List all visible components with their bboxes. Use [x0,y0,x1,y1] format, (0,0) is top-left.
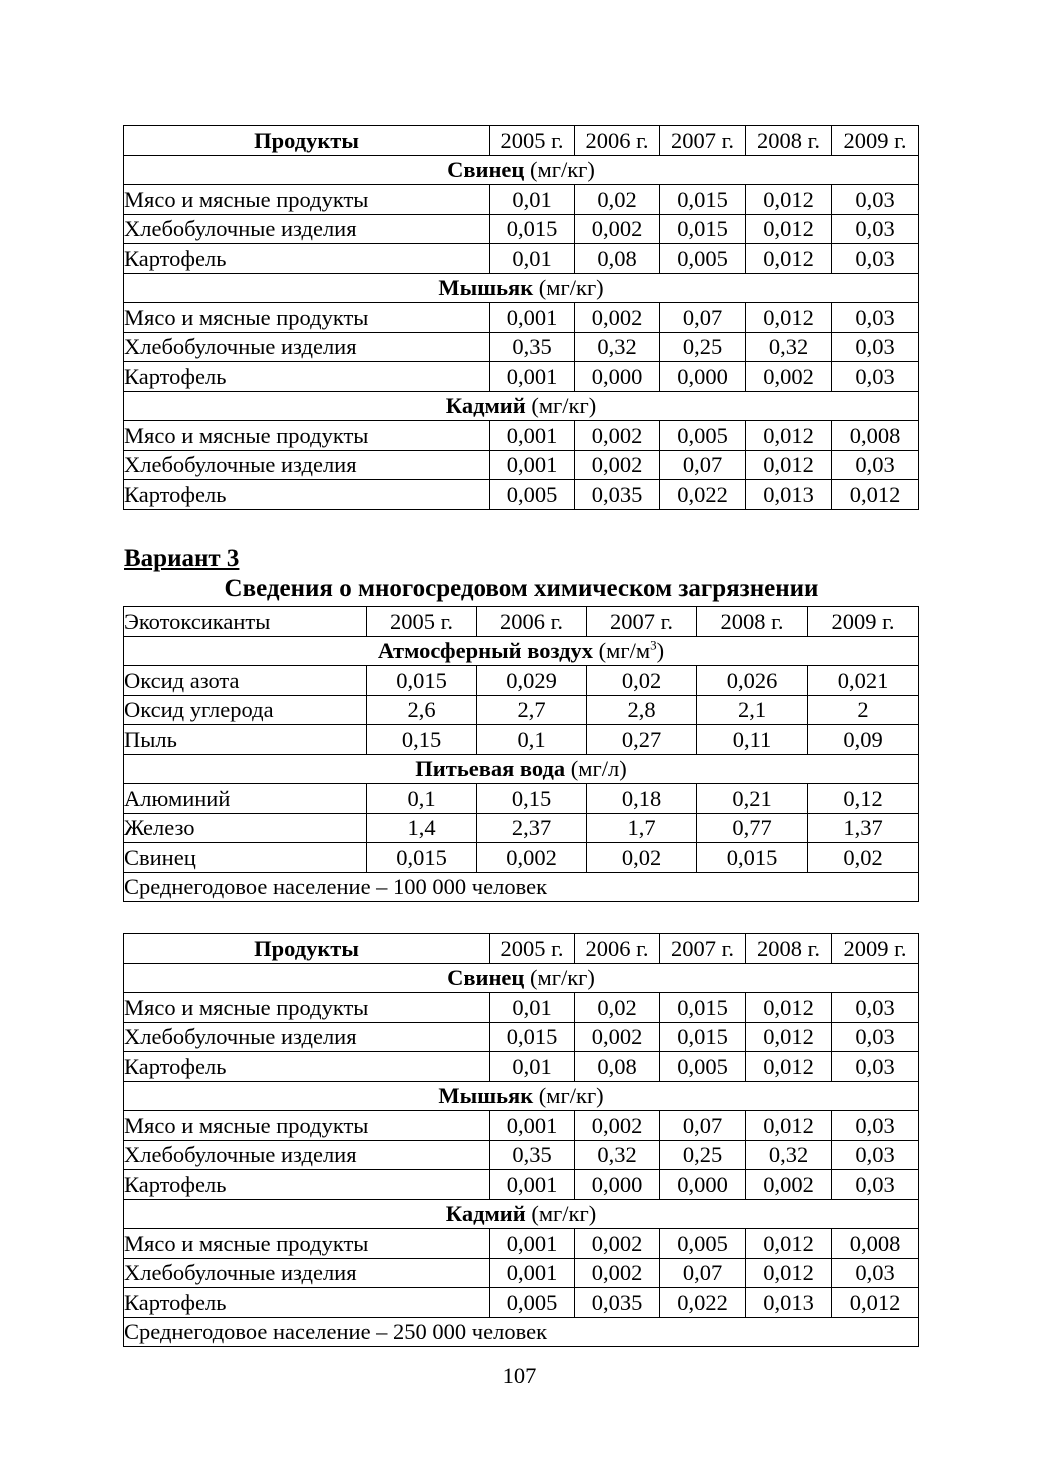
section-title [124,1081,919,1111]
table-row [124,244,919,274]
cell-value: 0,012 [746,244,832,274]
cell-value: 0,012 [832,1288,919,1318]
section-title [124,963,919,993]
cell-value: 0,01 [490,244,575,274]
row-label: Мясо и мясные продукты [124,185,490,215]
table-row [124,303,919,333]
cell-value: 0,000 [660,1170,746,1200]
table-row [124,666,919,696]
row-label: Алюминий [124,784,367,814]
cell-value: 1,4 [367,813,477,843]
cell-value: 0,012 [746,450,832,480]
cell-value: 0,32 [575,332,660,362]
row-label: Мясо и мясные продукты [124,421,490,451]
cell-value: 0,002 [575,1022,660,1052]
cell-value: 0,03 [832,214,919,244]
cell-value: 2,8 [587,695,697,725]
section-unit: (мг/кг) [538,1083,604,1109]
cell-value: 0,012 [746,1052,832,1082]
cell-value: 0,015 [490,1022,575,1052]
cell-value: 0,002 [746,1170,832,1200]
section-title [124,391,919,421]
section-unit: (мг/кг) [531,393,597,419]
section-unit: (мг/кг) [538,275,604,301]
column-header: 2009 г. [832,934,919,964]
cell-value: 2,6 [367,695,477,725]
cell-value: 0,022 [660,1288,746,1318]
section-unit: (мг/кг) [531,1201,597,1227]
cell-value: 0,21 [697,784,808,814]
row-label: Мясо и мясные продукты [124,1229,490,1259]
cell-value: 0,01 [490,1052,575,1082]
cell-value: 0,013 [746,1288,832,1318]
cell-value: 0,012 [746,1258,832,1288]
table-row [124,1229,919,1259]
column-header: 2007 г. [660,126,746,156]
cell-value: 0,01 [490,185,575,215]
row-label: Оксид азота [124,666,367,696]
cell-value: 0,09 [808,725,919,755]
row-label: Хлебобулочные изделия [124,450,490,480]
cell-value: 0,015 [660,185,746,215]
cell-value: 0,002 [575,421,660,451]
cell-value: 2,37 [477,813,587,843]
table-row [124,421,919,451]
cell-value: 0,77 [697,813,808,843]
cell-value: 0,015 [660,214,746,244]
row-label: Картофель [124,480,490,510]
cell-value: 0,02 [575,185,660,215]
cell-value: 0,01 [490,993,575,1023]
cell-value: 0,07 [660,1111,746,1141]
row-label: Хлебобулочные изделия [124,1022,490,1052]
cell-value: 0,02 [587,843,697,873]
footer-row [124,872,919,902]
cell-value: 0,015 [367,666,477,696]
cell-value: 0,32 [746,332,832,362]
section-row [124,391,919,421]
cell-value: 0,012 [832,480,919,510]
table-row [124,993,919,1023]
section-name: Свинец [447,965,525,991]
contamination-table-products-1 [123,125,919,510]
section-row [124,273,919,303]
row-label: Картофель [124,1052,490,1082]
table-row [124,1052,919,1082]
section-unit-end: ) [656,638,665,664]
row-label: Хлебобулочные изделия [124,1140,490,1170]
cell-value: 0,012 [746,993,832,1023]
section-unit: (мг/кг) [530,157,595,183]
cell-value: 0,005 [660,244,746,274]
cell-value: 0,1 [477,725,587,755]
cell-value: 0,03 [832,1140,919,1170]
cell-value: 0,002 [575,450,660,480]
row-label: Мясо и мясные продукты [124,993,490,1023]
section-row [124,1199,919,1229]
cell-value: 0,35 [490,1140,575,1170]
table-row [124,1111,919,1141]
cell-value: 0,015 [697,843,808,873]
table-header-row [124,934,919,964]
table-row [124,332,919,362]
section-name: Мышьяк [438,275,534,301]
cell-value: 0,002 [746,362,832,392]
column-header: 2005 г. [490,934,575,964]
cell-value: 0,012 [746,1111,832,1141]
cell-value: 0,002 [575,303,660,333]
cell-value: 0,015 [367,843,477,873]
cell-value: 0,07 [660,450,746,480]
cell-value: 0,25 [660,332,746,362]
table-row [124,695,919,725]
population-note: Среднегодовое население – 250 000 человек [124,1317,919,1347]
contamination-table-ecotoxicants [123,606,919,902]
column-header: 2009 г. [808,607,919,637]
table-row [124,1140,919,1170]
population-note: Среднегодовое население – 100 000 человек [124,872,919,902]
section-unit: (мг/л) [570,756,627,782]
section-row [124,636,919,666]
cell-value: 0,005 [490,1288,575,1318]
section-unit: (мг/кг) [530,965,595,991]
cell-value: 0,18 [587,784,697,814]
table-row [124,1170,919,1200]
cell-value: 0,012 [746,1229,832,1259]
cell-value: 0,002 [575,1229,660,1259]
section-subtitle: Сведения о многосредовом химическом загрязнении [224,575,819,602]
row-label: Хлебобулочные изделия [124,1258,490,1288]
variant-heading: Вариант 3 [124,545,240,572]
cell-value: 0,03 [832,1258,919,1288]
cell-value: 0,012 [746,214,832,244]
column-header: 2007 г. [587,607,697,637]
cell-value: 2 [808,695,919,725]
cell-value: 0,03 [832,1052,919,1082]
cell-value: 0,012 [746,185,832,215]
section-name: Свинец [447,157,525,183]
cell-value: 0,15 [367,725,477,755]
column-header: Продукты [124,934,490,964]
column-header: 2006 г. [477,607,587,637]
section-row [124,754,919,784]
table-row [124,813,919,843]
cell-value: 0,03 [832,1111,919,1141]
row-label: Мясо и мясные продукты [124,303,490,333]
section-row [124,1081,919,1111]
cell-value: 0,002 [575,214,660,244]
column-header: 2005 г. [367,607,477,637]
table-row [124,214,919,244]
cell-value: 0,005 [660,421,746,451]
cell-value: 0,03 [832,450,919,480]
section-name: Мышьяк [438,1083,534,1109]
section-title [124,155,919,185]
table-header-row [124,126,919,156]
cell-value: 0,07 [660,303,746,333]
cell-value: 2,1 [697,695,808,725]
row-label: Железо [124,813,367,843]
row-label: Пыль [124,725,367,755]
row-label: Свинец [124,843,367,873]
cell-value: 0,001 [490,421,575,451]
row-label: Мясо и мясные продукты [124,1111,490,1141]
table-row [124,784,919,814]
cell-value: 0,015 [660,993,746,1023]
page-number: 107 [502,1363,537,1388]
cell-value: 0,008 [832,1229,919,1259]
cell-value: 0,026 [697,666,808,696]
cell-value: 0,32 [575,1140,660,1170]
cell-value: 0,000 [575,1170,660,1200]
cell-value: 0,03 [832,1170,919,1200]
section-title [124,754,919,784]
cell-value: 2,7 [477,695,587,725]
column-header: Экотоксиканты [124,607,367,637]
cell-value: 0,001 [490,1258,575,1288]
cell-value: 0,029 [477,666,587,696]
cell-value: 0,005 [490,480,575,510]
cell-value: 0,35 [490,332,575,362]
cell-value: 0,000 [660,362,746,392]
table-row [124,362,919,392]
table-row [124,185,919,215]
column-header: 2008 г. [746,126,832,156]
cell-value: 0,03 [832,303,919,333]
section-row [124,963,919,993]
section-name: Кадмий [445,1201,526,1227]
cell-value: 0,002 [575,1258,660,1288]
contamination-table-products-2 [123,933,919,1347]
footer-row [124,1317,919,1347]
cell-value: 0,008 [832,421,919,451]
cell-value: 0,012 [746,421,832,451]
section-name: Атмосферный воздух [377,638,594,664]
row-label: Хлебобулочные изделия [124,332,490,362]
cell-value: 0,001 [490,450,575,480]
cell-value: 0,001 [490,303,575,333]
row-label: Картофель [124,244,490,274]
unit-superscript: 3 [650,637,657,653]
cell-value: 0,002 [575,1111,660,1141]
table-header-row [124,607,919,637]
row-label: Оксид углерода [124,695,367,725]
cell-value: 0,001 [490,362,575,392]
cell-value: 0,012 [746,1022,832,1052]
cell-value: 0,03 [832,185,919,215]
cell-value: 0,03 [832,1022,919,1052]
cell-value: 0,27 [587,725,697,755]
cell-value: 0,1 [367,784,477,814]
cell-value: 0,02 [575,993,660,1023]
cell-value: 1,7 [587,813,697,843]
cell-value: 0,015 [660,1022,746,1052]
row-label: Картофель [124,1170,490,1200]
cell-value: 0,08 [575,1052,660,1082]
column-header: 2009 г. [832,126,919,156]
section-unit: (мг/м [598,638,651,664]
cell-value: 0,022 [660,480,746,510]
cell-value: 0,15 [477,784,587,814]
cell-value: 0,005 [660,1052,746,1082]
table-row [124,1288,919,1318]
cell-value: 0,015 [490,214,575,244]
cell-value: 0,013 [746,480,832,510]
cell-value: 0,001 [490,1111,575,1141]
cell-value: 0,02 [587,666,697,696]
cell-value: 0,035 [575,480,660,510]
cell-value: 0,005 [660,1229,746,1259]
column-header: Продукты [124,126,490,156]
cell-value: 0,001 [490,1229,575,1259]
column-header: 2006 г. [575,934,660,964]
cell-value: 0,03 [832,332,919,362]
cell-value: 0,12 [808,784,919,814]
cell-value: 0,02 [808,843,919,873]
section-name: Кадмий [445,393,526,419]
column-header: 2008 г. [746,934,832,964]
section-name: Питьевая вода [415,756,566,782]
table-row [124,725,919,755]
row-label: Картофель [124,1288,490,1318]
section-title [124,273,919,303]
column-header: 2005 г. [490,126,575,156]
table-row [124,480,919,510]
row-label: Хлебобулочные изделия [124,214,490,244]
cell-value: 0,32 [746,1140,832,1170]
table-row [124,1258,919,1288]
table-row [124,1022,919,1052]
cell-value: 0,03 [832,244,919,274]
cell-value: 0,07 [660,1258,746,1288]
section-title [124,1199,919,1229]
column-header: 2007 г. [660,934,746,964]
cell-value: 1,37 [808,813,919,843]
cell-value: 0,021 [808,666,919,696]
cell-value: 0,03 [832,993,919,1023]
cell-value: 0,035 [575,1288,660,1318]
cell-value: 0,002 [477,843,587,873]
cell-value: 0,001 [490,1170,575,1200]
section-row [124,155,919,185]
table-row [124,450,919,480]
cell-value: 0,03 [832,362,919,392]
row-label: Картофель [124,362,490,392]
table-row [124,843,919,873]
cell-value: 0,11 [697,725,808,755]
column-header: 2006 г. [575,126,660,156]
section-title [124,636,919,666]
cell-value: 0,012 [746,303,832,333]
cell-value: 0,08 [575,244,660,274]
cell-value: 0,000 [575,362,660,392]
cell-value: 0,25 [660,1140,746,1170]
column-header: 2008 г. [697,607,808,637]
